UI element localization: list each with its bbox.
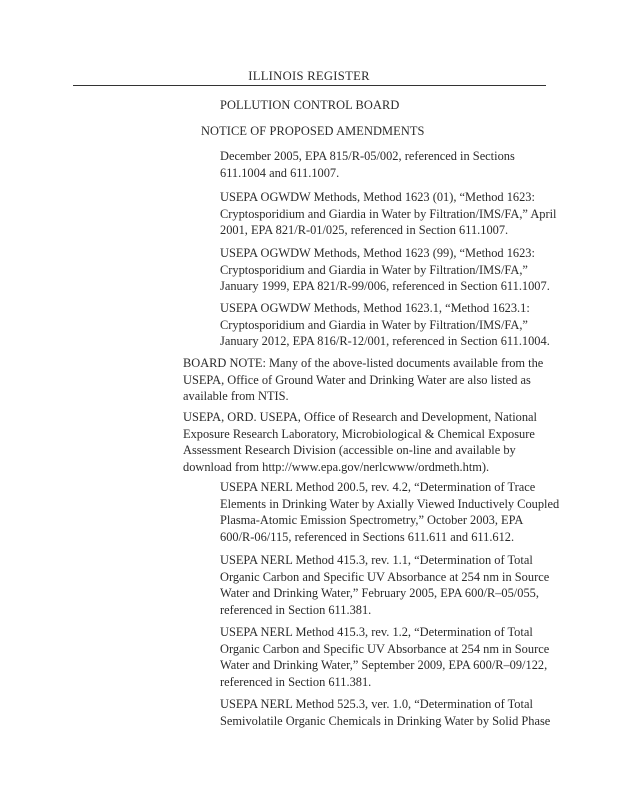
reference-paragraph: USEPA OGWDW Methods, Method 1623.1, “Method 1623.1: Cryptosporidium and Giardia in Water by Filtration/IMS/FA,” January 2012, EPA 816/R-12/001, referenced in Section 611.1004. [220, 301, 550, 349]
notice-heading: NOTICE OF PROPOSED AMENDMENTS [201, 124, 425, 138]
register-title: ILLINOIS REGISTER [248, 69, 370, 83]
board-note-paragraph: BOARD NOTE: Many of the above-listed documents available from the USEPA, Office of Ground Water and Drinking Water are also listed as available from NTIS. [183, 356, 544, 404]
board-name: POLLUTION CONTROL BOARD [220, 98, 400, 112]
ord-paragraph: USEPA, ORD. USEPA, Office of Research and Development, National Exposure Research Laboratory, Microbiological & Chemical Exposure Assessment Research Division (accessible on-line and available by download from http://www.epa.gov/nerlcwww/ordmeth.htm). [183, 410, 538, 474]
method-paragraph: USEPA NERL Method 415.3, rev. 1.2, “Determination of Total Organic Carbon and Specific UV Absorbance at 254 nm in Source Water and Drinking Water,” September 2009, EPA 600/R–09/122, referenced in Section 611.381. [220, 625, 550, 689]
header-divider [73, 85, 546, 86]
reference-paragraph: USEPA OGWDW Methods, Method 1623 (99), “Method 1623: Cryptosporidium and Giardia in Water by Filtration/IMS/FA,” January 1999, EPA 821/R-99/006, referenced in Section 611.1007. [220, 246, 550, 294]
method-paragraph: USEPA NERL Method 525.3, ver. 1.0, “Determination of Total Semivolatile Organic Chemicals in Drinking Water by Solid Phase [220, 697, 551, 728]
method-paragraph: USEPA NERL Method 415.3, rev. 1.1, “Determination of Total Organic Carbon and Specific UV Absorbance at 254 nm in Source Water and Drinking Water,” February 2005, EPA 600/R–05/055, referenced in Section 611.381. [220, 553, 550, 617]
reference-paragraph: USEPA OGWDW Methods, Method 1623 (01), “Method 1623: Cryptosporidium and Giardia in Water by Filtration/IMS/FA,” April 2001, EPA 821/R-01/025, referenced in Section 611.1007. [220, 190, 557, 238]
reference-paragraph: December 2005, EPA 815/R-05/002, referenced in Sections 611.1004 and 611.1007. [220, 149, 515, 180]
method-paragraph: USEPA NERL Method 200.5, rev. 4.2, “Determination of Trace Elements in Drinking Water by Axially Viewed Inductively Coupled Plasma-Atomic Emission Spectrometry,” October 2003, EPA 600/R-06/115, referenced in Sections 611.611 and 611.612. [220, 480, 560, 544]
